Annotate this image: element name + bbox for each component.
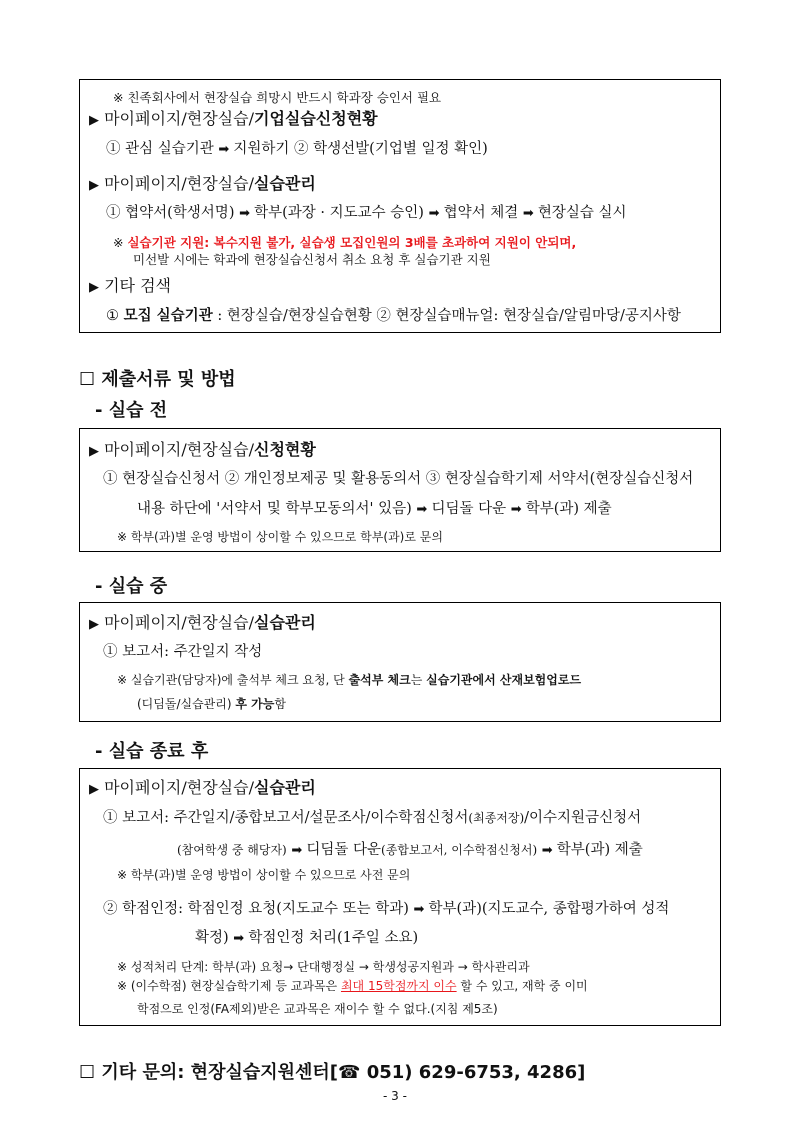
right-arrow-icon: ➡ [218, 142, 234, 157]
warning-multi-apply: ※ 실습기관 지원: 복수지원 불가, 실습생 모집인원의 3배를 초과하여 지원이 안되며, [113, 235, 577, 250]
item-company-apply: ▶ 마이페이지/현장실습/기업실습신청현황 [89, 109, 378, 128]
other-search-links: ① 모집 실습기관 : 현장실습/현장실습현황 ② 현장실습매뉴얼: 현장실습/알림마당/공지사항 [106, 308, 681, 324]
section-heading-contact: ☐ 기타 문의: 현장실습지원센터[☎ 051) 629-6753, 4286] [79, 1062, 586, 1083]
after-note-4: 학점으로 인정(FA제외)받은 교과목은 재이수 할 수 없다.(지침 제5조) [137, 1002, 498, 1016]
right-arrow-icon: ➡ [416, 502, 432, 517]
after-credit-line1: ② 학점인정: 학점인정 요청(지도교수 또는 학과) ➡ 학부(과)(지도교수, 종합평가하여 성적 [103, 901, 670, 917]
after-report-line2: (참여학생 중 해당자) ➡ 디딤돌 다운(종합보고서, 이수학점신청서) ➡ 학부(과) 제출 [177, 842, 643, 858]
subheading-during-practice: - 실습 중 [95, 576, 168, 597]
right-arrow-icon: ➡ [428, 206, 444, 221]
during-path: ▶ 마이페이지/현장실습/실습관리 [89, 613, 316, 632]
item-other-search: ▶ 기타 검색 [89, 276, 172, 295]
subheading-before-practice: - 실습 전 [95, 400, 168, 421]
before-path: ▶ 마이페이지/현장실습/신청현황 [89, 440, 316, 459]
note-relative-company: ※ 친족회사에서 현장실습 희망시 반드시 학과장 승인서 필요 [113, 90, 442, 105]
subheading-after-practice: - 실습 종료 후 [95, 741, 209, 762]
item-practice-manage: ▶ 마이페이지/현장실습/실습관리 [89, 174, 316, 193]
right-arrow-icon: ➡ [541, 843, 557, 858]
right-arrow-icon: ➡ [291, 843, 307, 858]
before-note: ※ 학부(과)별 운영 방법이 상이할 수 있으므로 학부(과)로 문의 [117, 530, 443, 544]
triangle-bullet-icon: ▶ [89, 113, 99, 128]
after-note-3: ※ (이수학점) 현장실습학기제 등 교과목은 최대 15학점까지 이수 할 수 있고, 재학 중 이미 [117, 979, 588, 993]
company-apply-steps: ① 관심 실습기관 ➡ 지원하기 ② 학생선발(기업별 일정 확인) [106, 141, 488, 157]
after-report-line1: ① 보고서: 주간일지/종합보고서/설문조사/이수학점신청서(최종저장)/이수지원금신청서 [103, 810, 642, 826]
after-note-1: ※ 학부(과)별 운영 방법이 상이할 수 있으므로 사전 문의 [117, 868, 411, 882]
before-documents-line1: ① 현장실습신청서 ② 개인정보제공 및 활용동의서 ③ 현장실습학기제 서약서(현장실습신청서 [103, 471, 694, 487]
section-heading-documents: ☐ 제출서류 및 방법 [79, 369, 236, 390]
right-arrow-icon: ➡ [510, 502, 526, 517]
before-documents-line2: 내용 하단에 '서약서 및 학부모동의서' 있음) ➡ 디딤돌 다운 ➡ 학부(과) 제출 [137, 501, 612, 517]
after-note-2: ※ 성적처리 단계: 학부(과) 요청→ 단대행정실 → 학생성공지원과 → 학사관리과 [117, 960, 530, 974]
during-note: ※ 실습기관(담당자)에 출석부 체크 요청, 단 출석부 체크는 실습기관에서 산재보험업로드 [117, 673, 582, 687]
practice-manage-steps: ① 협약서(학생서명) ➡ 학부(과장 · 지도교수 승인) ➡ 협약서 체결 ➡ 현장실습 실시 [106, 205, 627, 221]
triangle-bullet-icon: ▶ [89, 444, 99, 459]
right-arrow-icon: ➡ [233, 931, 249, 946]
after-credit-line2: 확정) ➡ 학점인정 처리(1주일 소요) [195, 930, 419, 946]
during-report: ① 보고서: 주간일지 작성 [103, 644, 263, 660]
right-arrow-icon: ➡ [239, 206, 255, 221]
triangle-bullet-icon: ▶ [89, 782, 99, 797]
triangle-bullet-icon: ▶ [89, 280, 99, 295]
triangle-bullet-icon: ▶ [89, 178, 99, 193]
triangle-bullet-icon: ▶ [89, 617, 99, 632]
right-arrow-icon: ➡ [413, 902, 429, 917]
during-note-line2: (디딤돌/실습관리) 후 가능함 [137, 697, 286, 711]
after-path: ▶ 마이페이지/현장실습/실습관리 [89, 778, 316, 797]
right-arrow-icon: ➡ [522, 206, 538, 221]
page-number: - 3 - [383, 1089, 407, 1103]
warning-line-2: 미선발 시에는 학과에 현장실습신청서 취소 요청 후 실습기관 지원 [133, 252, 491, 267]
